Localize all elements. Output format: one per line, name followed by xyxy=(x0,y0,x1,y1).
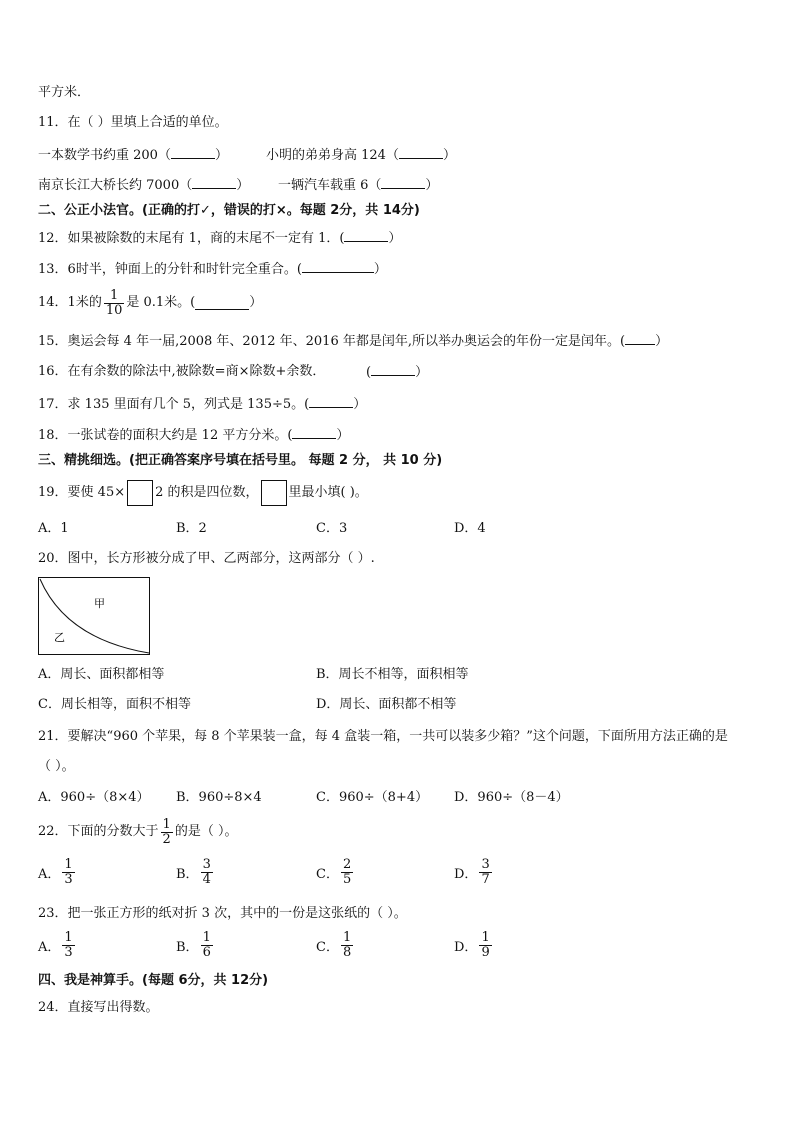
section-2-heading: 二、公正小法官。(正确的打✓，错误的打×。每题 2分，共 14分) xyxy=(38,203,420,218)
option-a[interactable]: A．960÷（8×4） xyxy=(38,790,150,805)
answer-blank[interactable] xyxy=(302,260,374,273)
fraction: $\frac{1}{10}$ xyxy=(105,287,123,318)
question-14: 14．1米的 $\frac{1}{10}$ 是 0.1米。( ） xyxy=(38,287,263,318)
question-12: 12．如果被除数的末尾有 1，商的末尾不一定有 1．( ） xyxy=(38,231,402,246)
option-d[interactable]: D．4 xyxy=(454,521,486,536)
fraction: $\frac{1}{8}$ xyxy=(342,930,352,960)
question-21: 21．要解决“960 个苹果，每 8 个苹果装一盒，每 4 盒装一箱，一共可以装多少箱？”这个问题，下面所用方法正确的是 xyxy=(38,729,728,744)
option-c[interactable]: C．960÷（8+4） xyxy=(316,790,429,805)
fraction: $\frac{1}{6}$ xyxy=(202,930,211,960)
answer-blank[interactable] xyxy=(309,395,353,408)
fill-box[interactable] xyxy=(261,480,287,506)
option-c[interactable]: C．周长相等，面积不相等 xyxy=(38,697,191,712)
rectangle-figure xyxy=(38,577,151,656)
question-17: 17．求 135 里面有几个 5，列式是 135÷5。( ） xyxy=(38,397,367,412)
answer-blank[interactable] xyxy=(195,297,249,310)
text-line: 平方米． xyxy=(38,85,91,100)
fraction: $\frac{1}{2}$ xyxy=(162,816,171,847)
option-b[interactable]: B． $\frac{3}{4}$ xyxy=(176,857,211,887)
q11-item-b: 小明的弟弟身高 124（ ） xyxy=(266,148,456,163)
question-13: 13．6时半，钟面上的分针和时针完全重合。( ） xyxy=(38,262,387,277)
answer-blank[interactable] xyxy=(171,146,215,159)
option-a[interactable]: A． $\frac{1}{3}$ xyxy=(38,857,73,887)
answer-blank[interactable] xyxy=(292,426,336,439)
question-21-cont: （ ）。 xyxy=(38,759,75,774)
section-3-heading: 三、精挑细选。(把正确答案序号填在括号里。 每题 2 分， 共 10 分) xyxy=(38,453,443,468)
answer-blank[interactable] xyxy=(399,146,443,159)
q11-item-c: 南京长江大桥长约 7000（ ） xyxy=(38,178,250,193)
fraction: $\frac{1}{3}$ xyxy=(64,930,73,960)
option-a[interactable]: A．1 xyxy=(38,521,69,536)
question-20: 20．图中，长方形被分成了甲、乙两部分，这两部分（ ）. xyxy=(38,551,375,566)
question-18: 18．一张试卷的面积大约是 12 平方分米。( ） xyxy=(38,428,350,443)
fraction: $\frac{2}{5}$ xyxy=(342,857,352,887)
question-16: 16．在有余数的除法中,被除数=商×除数+余数． xyxy=(38,364,326,379)
question-19: 19．要使 45× 2 的积是四位数， 里最小填( )。 xyxy=(38,480,368,506)
question-24: 24．直接写出得数。 xyxy=(38,1000,159,1015)
q11-item-a: 一本数学书约重 200（ ） xyxy=(38,148,228,163)
option-b[interactable]: B．960÷8×4 xyxy=(176,790,262,805)
option-c[interactable]: C． $\frac{1}{8}$ xyxy=(316,930,352,960)
q16-answer: ( ） xyxy=(366,365,429,380)
label-yi: 乙 xyxy=(54,631,65,644)
q11-item-d: 一辆汽车载重 6（ ） xyxy=(278,178,439,193)
option-d[interactable]: D．周长、面积都不相等 xyxy=(316,697,457,712)
option-d[interactable]: D． $\frac{1}{9}$ xyxy=(454,930,490,960)
answer-blank[interactable] xyxy=(344,229,388,242)
answer-blank[interactable] xyxy=(381,176,425,189)
question-11: 11．在（ ）里填上合适的单位。 xyxy=(38,115,228,130)
option-b[interactable]: B．2 xyxy=(176,521,207,536)
question-22: 22．下面的分数大于 $\frac{1}{2}$ 的是（ ）。 xyxy=(38,816,238,847)
fraction: $\frac{1}{9}$ xyxy=(481,930,490,960)
answer-blank[interactable] xyxy=(371,363,415,376)
fraction: $\frac{3}{4}$ xyxy=(202,857,211,887)
answer-blank[interactable] xyxy=(625,332,655,345)
question-23: 23．把一张正方形的纸对折 3 次，其中的一份是这张纸的（ ）。 xyxy=(38,906,407,921)
option-a[interactable]: A． $\frac{1}{3}$ xyxy=(38,930,73,960)
option-c[interactable]: C．3 xyxy=(316,521,348,536)
option-b[interactable]: B． $\frac{1}{6}$ xyxy=(176,930,211,960)
option-d[interactable]: D．960÷（8－4） xyxy=(454,790,569,805)
fill-box[interactable] xyxy=(127,480,153,506)
option-d[interactable]: D． $\frac{3}{7}$ xyxy=(454,857,490,887)
option-c[interactable]: C． $\frac{2}{5}$ xyxy=(316,857,352,887)
option-b[interactable]: B．周长不相等，面积相等 xyxy=(316,667,469,682)
answer-blank[interactable] xyxy=(192,176,236,189)
fraction: $\frac{3}{7}$ xyxy=(481,857,490,887)
section-4-heading: 四、我是神算手。(每题 6分，共 12分) xyxy=(38,973,269,988)
option-a[interactable]: A．周长、面积都相等 xyxy=(38,667,165,682)
fraction: $\frac{1}{3}$ xyxy=(64,857,73,887)
question-15: 15．奥运会每 4 年一届,2008 年、2012 年、2016 年都是闰年,所以举办奥运会的年份一定是闰年。( ） xyxy=(38,334,669,349)
label-jia: 甲 xyxy=(94,597,105,610)
